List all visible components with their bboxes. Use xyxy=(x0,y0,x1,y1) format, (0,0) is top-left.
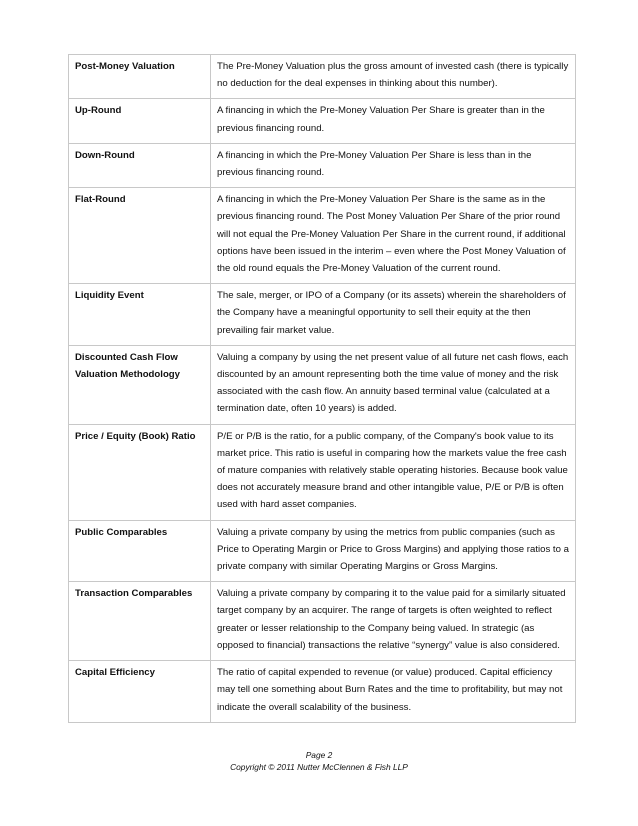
term-cell: Flat-Round xyxy=(69,188,211,284)
definition-cell: P/E or P/B is the ratio, for a public company, of the Company's book value to its market price. This ratio is useful in comparing how the markets value the free cash of mature companies with relatively stable operating histories. Because book value does not accurately measure brand and other intangible value, P/E or P/B is often used with hard asset companies. xyxy=(211,424,576,520)
term-cell: Up-Round xyxy=(69,99,211,143)
term-cell: Transaction Comparables xyxy=(69,582,211,661)
definition-cell: A financing in which the Pre-Money Valuation Per Share is the same as in the previous financing round. The Post Money Valuation Per Share of the prior round will not equal the Pre-Money Valuation Per Share in the current round, if additional options have been issued in the interim – even where the Post Money Valuation of the old round equals the Pre-Money Valuation of the current round. xyxy=(211,188,576,284)
glossary-table xyxy=(68,54,576,723)
definition-cell: The Pre-Money Valuation plus the gross amount of invested cash (there is typically no deduction for the deal expenses in thinking about this number). xyxy=(211,55,576,99)
definition-cell: The ratio of capital expended to revenue (or value) produced. Capital efficiency may tell one something about Burn Rates and the time to profitability, but may not indicate the overall scalability of the business. xyxy=(211,661,576,723)
definition-cell: A financing in which the Pre-Money Valuation Per Share is less than in the previous financing round. xyxy=(211,143,576,187)
table-row xyxy=(69,99,576,143)
table-row xyxy=(69,284,576,346)
table-row xyxy=(69,345,576,424)
term-cell: Discounted Cash Flow Valuation Methodology xyxy=(69,345,211,424)
copyright-notice: Copyright © 2011 Nutter McClennen & Fish LLP xyxy=(230,762,408,772)
definition-cell: A financing in which the Pre-Money Valuation Per Share is greater than in the previous financing round. xyxy=(211,99,576,143)
definition-cell: Valuing a private company by using the metrics from public companies (such as Price to Operating Margin or Price to Gross Margins) and applying those ratios to a private company with similar Operating Margins or Gross Margins. xyxy=(211,520,576,582)
term-cell: Capital Efficiency xyxy=(69,661,211,723)
definition-cell: Valuing a company by using the net present value of all future net cash flows, each discounted by an amount representing both the time value of money and the risk associated with the cash flow. An annuity based terminal value (calculated at a termination date, often 10 years) is added. xyxy=(211,345,576,424)
definition-cell: The sale, merger, or IPO of a Company (or its assets) wherein the shareholders of the Company have a meaningful opportunity to sell their equity at the then prevailing fair market value. xyxy=(211,284,576,346)
term-cell: Post-Money Valuation xyxy=(69,55,211,99)
definition-cell: Valuing a private company by comparing it to the value paid for a similarly situated target company by an acquirer. The range of targets is often weighted to reflect greater or lesser relationship to the Company being valued. In strategic (as opposed to financial) transactions the relative “synergy” value is also considered. xyxy=(211,582,576,661)
table-row xyxy=(69,55,576,99)
table-row xyxy=(69,520,576,582)
term-cell: Public Comparables xyxy=(69,520,211,582)
term-cell: Down-Round xyxy=(69,143,211,187)
table-row xyxy=(69,424,576,520)
table-row xyxy=(69,143,576,187)
term-cell: Price / Equity (Book) Ratio xyxy=(69,424,211,520)
table-row xyxy=(69,188,576,284)
page-number: Page 2 xyxy=(305,750,333,760)
term-cell: Liquidity Event xyxy=(69,284,211,346)
table-row xyxy=(69,582,576,661)
table-row xyxy=(69,661,576,723)
